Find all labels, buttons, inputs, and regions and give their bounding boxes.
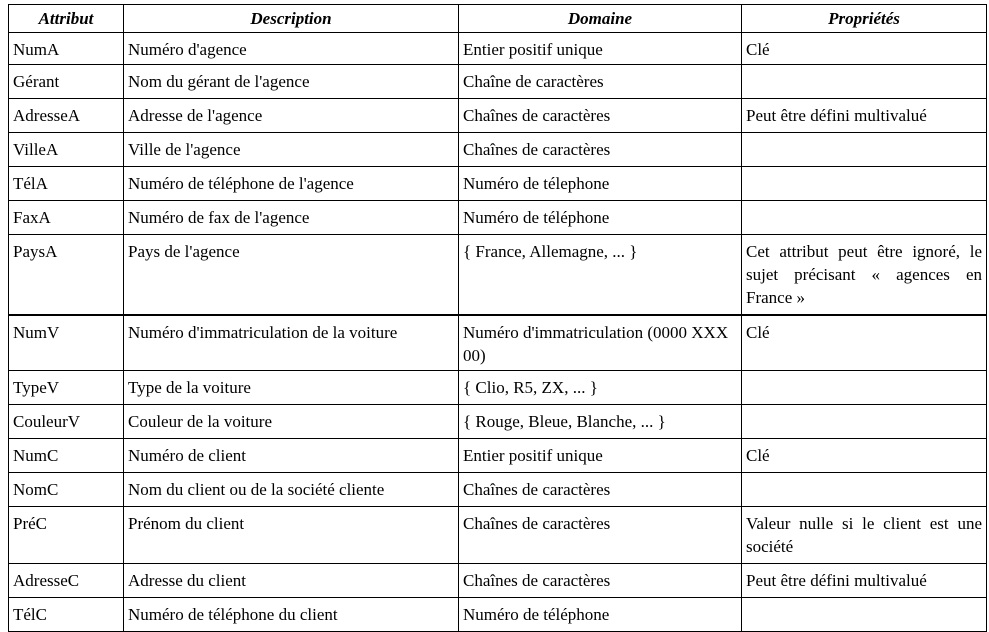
cell-domaine: Numéro de télephone	[459, 167, 742, 201]
cell-description: Nom du client ou de la société cliente	[124, 473, 459, 507]
table-header-row	[9, 5, 987, 33]
cell-domaine: Entier positif unique	[459, 33, 742, 65]
cell-proprietes	[742, 133, 987, 167]
cell-description: Numéro de client	[124, 439, 459, 473]
table-row	[9, 564, 987, 598]
cell-attribut: TypeV	[9, 371, 124, 405]
table-row	[9, 405, 987, 439]
table-row	[9, 371, 987, 405]
cell-domaine: { Rouge, Bleue, Blanche, ... }	[459, 405, 742, 439]
cell-domaine: { Clio, R5, ZX, ... }	[459, 371, 742, 405]
table-row	[9, 33, 987, 65]
cell-proprietes: Cet attribut peut être ignoré, le sujet précisant « agences en France »	[742, 235, 987, 315]
cell-description: Numéro d'agence	[124, 33, 459, 65]
cell-domaine: Chaînes de caractères	[459, 99, 742, 133]
table-row	[9, 133, 987, 167]
table-row	[9, 315, 987, 371]
header-attribut: Attribut	[9, 5, 124, 33]
cell-description: Pays de l'agence	[124, 235, 459, 315]
table-row	[9, 439, 987, 473]
cell-attribut: FaxA	[9, 201, 124, 235]
cell-description: Nom du gérant de l'agence	[124, 65, 459, 99]
cell-attribut: VilleA	[9, 133, 124, 167]
table-row	[9, 473, 987, 507]
cell-attribut: TélA	[9, 167, 124, 201]
cell-description: Type de la voiture	[124, 371, 459, 405]
cell-description: Adresse du client	[124, 564, 459, 598]
cell-proprietes: Clé	[742, 33, 987, 65]
cell-description: Numéro de téléphone de l'agence	[124, 167, 459, 201]
cell-proprietes: Valeur nulle si le client est une société	[742, 507, 987, 564]
cell-description: Prénom du client	[124, 507, 459, 564]
table-row	[9, 507, 987, 564]
cell-domaine: Chaînes de caractères	[459, 133, 742, 167]
cell-attribut: NumV	[9, 315, 124, 371]
cell-attribut: PréC	[9, 507, 124, 564]
table-row	[9, 235, 987, 315]
cell-description: Adresse de l'agence	[124, 99, 459, 133]
cell-proprietes: Clé	[742, 315, 987, 371]
cell-domaine: Entier positif unique	[459, 439, 742, 473]
cell-proprietes: Clé	[742, 439, 987, 473]
table-row	[9, 201, 987, 235]
attribute-table-container	[8, 4, 986, 632]
cell-proprietes	[742, 167, 987, 201]
cell-domaine: Numéro de téléphone	[459, 598, 742, 632]
cell-proprietes	[742, 473, 987, 507]
cell-attribut: PaysA	[9, 235, 124, 315]
cell-description: Numéro de fax de l'agence	[124, 201, 459, 235]
cell-description: Numéro d'immatriculation de la voiture	[124, 315, 459, 371]
cell-domaine: { France, Allemagne, ... }	[459, 235, 742, 315]
cell-attribut: Gérant	[9, 65, 124, 99]
cell-proprietes: Peut être défini multivalué	[742, 564, 987, 598]
table-row	[9, 598, 987, 632]
table-row	[9, 99, 987, 133]
cell-domaine: Numéro d'immatriculation (0000 XXX 00)	[459, 315, 742, 371]
cell-attribut: NumC	[9, 439, 124, 473]
cell-domaine: Chaîne de caractères	[459, 65, 742, 99]
cell-proprietes: Peut être défini multivalué	[742, 99, 987, 133]
header-description: Description	[124, 5, 459, 33]
cell-proprietes	[742, 201, 987, 235]
cell-description: Ville de l'agence	[124, 133, 459, 167]
header-domaine: Domaine	[459, 5, 742, 33]
cell-attribut: CouleurV	[9, 405, 124, 439]
cell-proprietes	[742, 598, 987, 632]
cell-description: Couleur de la voiture	[124, 405, 459, 439]
cell-attribut: NomC	[9, 473, 124, 507]
header-proprietes: Propriétés	[742, 5, 987, 33]
cell-domaine: Numéro de téléphone	[459, 201, 742, 235]
cell-domaine: Chaînes de caractères	[459, 473, 742, 507]
cell-domaine: Chaînes de caractères	[459, 507, 742, 564]
cell-proprietes	[742, 371, 987, 405]
attribute-table	[8, 4, 987, 632]
cell-attribut: NumA	[9, 33, 124, 65]
cell-attribut: AdresseA	[9, 99, 124, 133]
table-row	[9, 167, 987, 201]
cell-proprietes	[742, 65, 987, 99]
cell-attribut: TélC	[9, 598, 124, 632]
table-row	[9, 65, 987, 99]
cell-domaine: Chaînes de caractères	[459, 564, 742, 598]
cell-attribut: AdresseC	[9, 564, 124, 598]
cell-description: Numéro de téléphone du client	[124, 598, 459, 632]
cell-proprietes	[742, 405, 987, 439]
